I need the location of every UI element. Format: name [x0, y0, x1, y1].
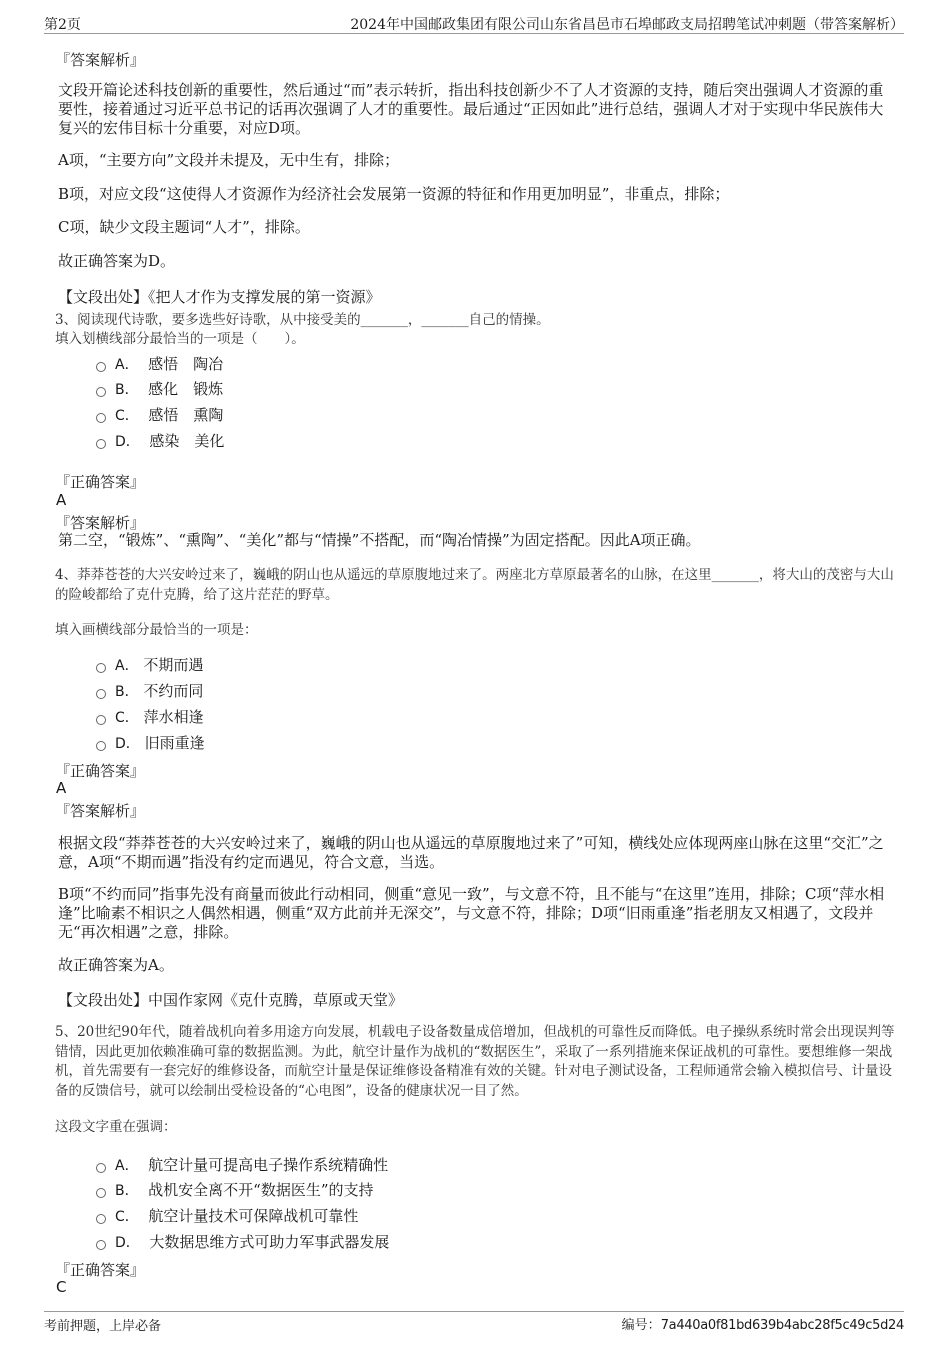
- option-text: 感悟 陶冶: [148, 355, 224, 373]
- option-letter: C．: [115, 1209, 139, 1225]
- option-text: 旧雨重逢: [144, 734, 205, 752]
- q4-correct-label: 『正确答案』: [55, 762, 146, 780]
- option-letter: D．: [115, 736, 140, 752]
- q5-option-d[interactable]: [96, 1231, 389, 1252]
- document-code: [622, 1314, 904, 1333]
- q2-analysis-paragraph: C项，缺少文段主题词“人才”，排除。: [58, 218, 310, 236]
- document-title: 2024年中国邮政集团有限公司山东省昌邑市石埠邮政支局招聘笔试冲刺题（带答案解析）: [350, 17, 904, 33]
- option-text: 不约而同: [143, 682, 204, 700]
- q3-option-d[interactable]: [96, 430, 224, 451]
- radio-button-icon[interactable]: [96, 689, 106, 699]
- footer-slogan: 考前押题，上岸必备: [44, 1319, 162, 1334]
- q3-stem: 3、阅读现代诗歌，要多选些好诗歌，从中接受美的_______，_______自己的情操。: [55, 312, 550, 328]
- q2-analysis-paragraph: B项，对应文段“这使得人才资源作为经济社会发展第一资源的特征和作用更加明显”，非重点，排除；: [58, 185, 730, 203]
- radio-button-icon[interactable]: [96, 1240, 106, 1250]
- q3-correct-label: 『正确答案』: [55, 473, 146, 491]
- option-letter: A．: [115, 658, 139, 674]
- q2-analysis-paragraph: 文段开篇论述科技创新的重要性，然后通过“而”表示转折，指出科技创新少不了人才资源的支持，随后突出强调人才资源的重要性，接着通过习近平总书记的话再次强调了人才的重要性。最后通过“正因如此”进行总结，强调人才对于实现中华民族伟大复兴的宏伟目标十分重要，对应D项。: [58, 81, 884, 137]
- q5-prompt: 这段文字重在强调：: [55, 1119, 177, 1135]
- q4-option-c[interactable]: [96, 706, 204, 727]
- q4-option-b[interactable]: [96, 680, 203, 701]
- q5-option-a[interactable]: [96, 1154, 388, 1175]
- q4-option-d[interactable]: [96, 732, 205, 753]
- q4-analysis-paragraph: B项“不约而同”指事先没有商量而彼此行动相同，侧重“意见一致”，与文意不符，且不能与“在这里”连用，排除；C项“萍水相逢”比喻素不相识之人偶然相遇，侧重“双方此前并无深交”，与文意不符，排除；D项“旧雨重逢”指老朋友又相遇了，文段并无“再次相遇”之意，排除。: [58, 885, 885, 941]
- q5-option-b[interactable]: [96, 1179, 374, 1200]
- header-rule: [44, 33, 904, 34]
- option-text: 感悟 熏陶: [148, 406, 224, 424]
- q4-option-a[interactable]: [96, 654, 203, 675]
- option-letter: C．: [115, 408, 139, 424]
- q2-source: 【文段出处】《把人才作为支撑发展的第一资源》: [58, 288, 381, 306]
- radio-button-icon[interactable]: [96, 1214, 106, 1224]
- q4-correct-answer: A: [56, 779, 67, 797]
- q2-analysis-paragraph: A项，“主要方向”文段并未提及，无中生有，排除；: [58, 151, 400, 169]
- radio-button-icon[interactable]: [96, 663, 106, 673]
- page-number: 第2页: [44, 17, 81, 33]
- q4-stem: 4、莽莽苍苍的大兴安岭过来了，巍峨的阴山也从遥远的草原腹地过来了。两座北方草原最著名的山脉，在这里_______，将大山的茂密与大山的险峻都给了克什克腾，给了这片茫茫的野草。: [55, 567, 894, 603]
- option-text: 感染 美化: [149, 432, 225, 450]
- option-text: 航空计量可提高电子操作系统精确性: [148, 1156, 389, 1174]
- option-letter: A．: [115, 357, 139, 373]
- q3-analysis: 第二空，“锻炼”、“熏陶”、“美化”都与“情操”不搭配，而“陶冶情操”为固定搭配。因此A项正确。: [58, 531, 701, 549]
- q4-analysis-paragraph: 根据文段“莽莽苍苍的大兴安岭过来了，巍峨的阴山也从遥远的草原腹地过来了”可知，横线处应体现两座山脉在这里“交汇”之意，A项“不期而遇”指没有约定而遇见，符合文意，当选。: [58, 834, 884, 871]
- radio-button-icon[interactable]: [96, 387, 106, 397]
- q2-analysis-paragraph: 故正确答案为D。: [58, 252, 176, 270]
- option-text: 萍水相逢: [143, 708, 204, 726]
- q5-correct-label: 『正确答案』: [55, 1261, 146, 1279]
- option-text: 不期而遇: [143, 656, 204, 674]
- option-letter: B．: [115, 684, 139, 700]
- radio-button-icon[interactable]: [96, 362, 106, 372]
- option-letter: D．: [115, 434, 140, 450]
- code-value: 7a440a0f81bd639b4abc28f5c49c5d24: [660, 1318, 904, 1333]
- q3-analysis-label: 『答案解析』: [55, 514, 146, 532]
- q3-option-b[interactable]: [96, 378, 223, 399]
- option-text: 大数据思维方式可助力军事武器发展: [149, 1233, 390, 1251]
- radio-button-icon[interactable]: [96, 439, 106, 449]
- q3-option-c[interactable]: [96, 404, 223, 425]
- option-text: 战机安全离不开“数据医生”的支持: [148, 1181, 374, 1199]
- code-label: 编号：: [621, 1318, 661, 1333]
- option-letter: D．: [115, 1235, 140, 1251]
- radio-button-icon[interactable]: [96, 1163, 106, 1173]
- q4-analysis-paragraph: 故正确答案为A。: [58, 956, 174, 974]
- footer-rule: [44, 1311, 904, 1312]
- radio-button-icon[interactable]: [96, 1188, 106, 1198]
- q3-correct-answer: A: [56, 491, 67, 509]
- q5-option-c[interactable]: [96, 1205, 358, 1226]
- q5-stem: 5、20世纪90年代，随着战机向着多用途方向发展，机载电子设备数量成倍增加，但战机的可靠性反而降低。电子操纵系统时常会出现误判等错情，因此更加依赖准确可靠的数据监测。为此，航空计量作为战机的“数据医生”，采取了一系列措施来保证战机的可靠性。要想维修一架战机，首先需要有一套完好的维修设备，而航空计量是保证维修设备精准有效的关键。针对电子测试设备，工程师通常会输入模拟信号、计量设备的反馈信号，就可以绘制出受检设备的“心电图”，设备的健康状况一目了然。: [55, 1024, 895, 1099]
- option-letter: B．: [115, 382, 139, 398]
- q4-prompt: 填入画横线部分最恰当的一项是：: [55, 622, 258, 638]
- radio-button-icon[interactable]: [96, 413, 106, 423]
- q3-prompt: 填入划横线部分最恰当的一项是（ ）。: [55, 331, 305, 347]
- q4-analysis-label: 『答案解析』: [55, 802, 146, 820]
- q3-option-a[interactable]: [96, 353, 223, 374]
- option-text: 感化 锻炼: [148, 380, 224, 398]
- option-text: 航空计量技术可保障战机可靠性: [148, 1207, 359, 1225]
- q4-source: 【文段出处】中国作家网《克什克腾，草原或天堂》: [58, 991, 404, 1009]
- radio-button-icon[interactable]: [96, 715, 106, 725]
- q5-correct-answer: C: [56, 1278, 67, 1296]
- option-letter: C．: [115, 710, 139, 726]
- option-letter: A．: [115, 1158, 139, 1174]
- q2-analysis-label: 『答案解析』: [55, 51, 146, 69]
- radio-button-icon[interactable]: [96, 741, 106, 751]
- option-letter: B．: [115, 1183, 139, 1199]
